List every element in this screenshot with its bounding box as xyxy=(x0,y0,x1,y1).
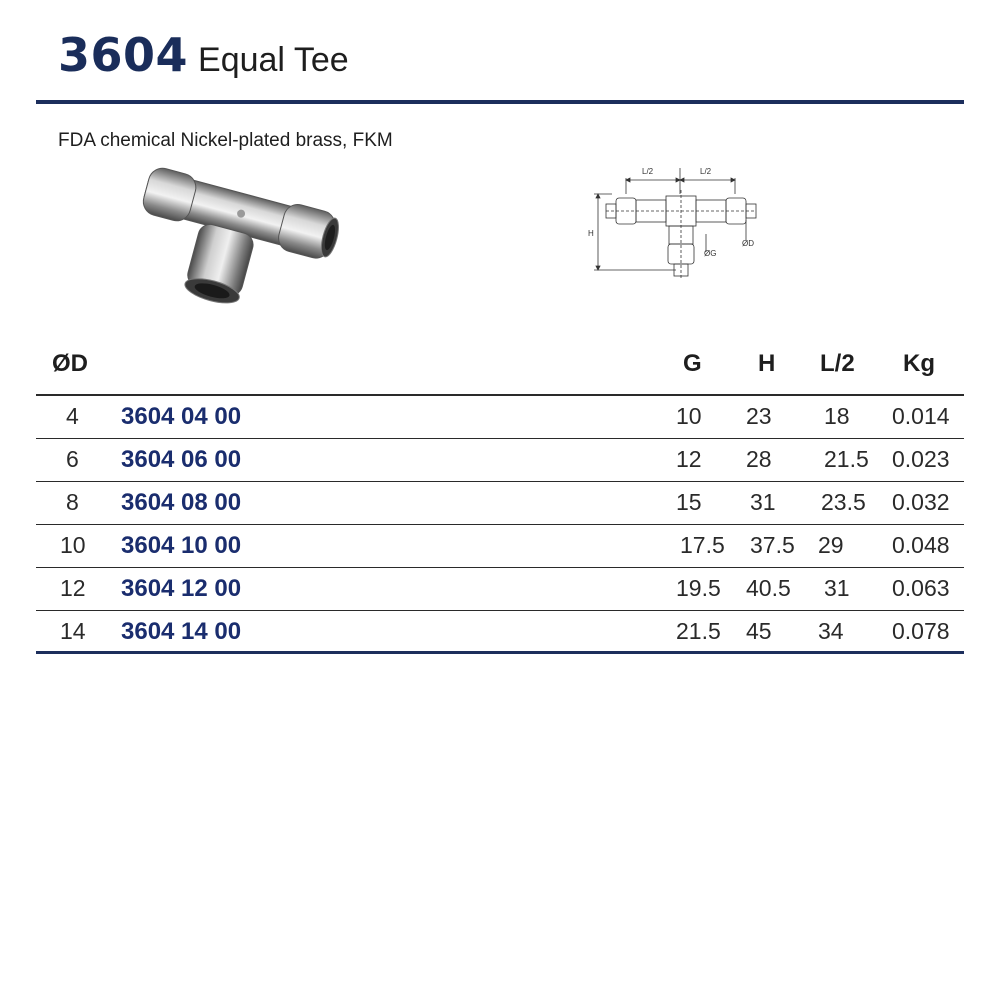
cell-g: 12 xyxy=(676,446,702,472)
cell-g: 17.5 xyxy=(680,532,725,558)
drawing-label-g: ØG xyxy=(704,249,717,258)
column-header-g: G xyxy=(683,350,702,377)
drawing-label-d: ØD xyxy=(742,239,754,248)
drawing-label-h: H xyxy=(588,229,594,238)
cell-g: 21.5 xyxy=(676,618,721,644)
cell-part-number: 3604 08 00 xyxy=(121,489,242,516)
table-row xyxy=(36,525,964,568)
cell-part-number: 3604 04 00 xyxy=(121,403,242,430)
cell-l2: 23.5 xyxy=(821,489,866,515)
table-row xyxy=(36,568,964,611)
table-bottom-rule xyxy=(36,651,964,654)
cell-kg: 0.032 xyxy=(892,489,950,515)
cell-od: 8 xyxy=(66,489,79,515)
cell-h: 31 xyxy=(750,489,776,515)
cell-h: 37.5 xyxy=(750,532,795,558)
cell-l2: 34 xyxy=(818,618,844,644)
cell-g: 10 xyxy=(676,403,702,429)
column-header-kg: Kg xyxy=(903,350,935,377)
cell-g: 15 xyxy=(676,489,702,515)
cell-kg: 0.023 xyxy=(892,446,950,472)
drawing-label-l2-left: L/2 xyxy=(642,167,654,176)
table-row xyxy=(36,482,964,525)
cell-od: 4 xyxy=(66,403,79,429)
cell-h: 40.5 xyxy=(746,575,791,601)
cell-kg: 0.063 xyxy=(892,575,950,601)
cell-od: 6 xyxy=(66,446,79,472)
cell-part-number: 3604 12 00 xyxy=(121,575,242,602)
cell-kg: 0.048 xyxy=(892,532,950,558)
cell-l2: 31 xyxy=(824,575,850,601)
cell-h: 28 xyxy=(746,446,772,472)
technical-drawing xyxy=(580,160,770,290)
cell-part-number: 3604 06 00 xyxy=(121,446,242,473)
product-code: 3604 xyxy=(58,28,189,82)
cell-part-number: 3604 14 00 xyxy=(121,618,242,645)
column-header-l2: L/2 xyxy=(820,350,855,377)
cell-h: 23 xyxy=(746,403,772,429)
cell-g: 19.5 xyxy=(676,575,721,601)
cell-l2: 18 xyxy=(824,403,850,429)
column-header-h: H xyxy=(758,350,776,377)
cell-kg: 0.078 xyxy=(892,618,950,644)
cell-l2: 29 xyxy=(818,532,844,558)
cell-kg: 0.014 xyxy=(892,403,950,429)
title-divider xyxy=(36,100,964,104)
table-row xyxy=(36,439,964,482)
page-title xyxy=(58,28,349,82)
cell-od: 12 xyxy=(60,575,86,601)
table-row xyxy=(36,396,964,439)
material-description: FDA chemical Nickel-plated brass, FKM xyxy=(58,130,393,151)
product-photo xyxy=(130,165,345,315)
table-row xyxy=(36,611,964,654)
cell-od: 14 xyxy=(60,618,86,644)
cell-h: 45 xyxy=(746,618,772,644)
column-header-od: ØD xyxy=(52,350,88,377)
product-name: Equal Tee xyxy=(198,41,349,79)
cell-l2: 21.5 xyxy=(824,446,869,472)
cell-od: 10 xyxy=(60,532,86,558)
cell-part-number: 3604 10 00 xyxy=(121,532,242,559)
drawing-label-l2-right: L/2 xyxy=(700,167,712,176)
